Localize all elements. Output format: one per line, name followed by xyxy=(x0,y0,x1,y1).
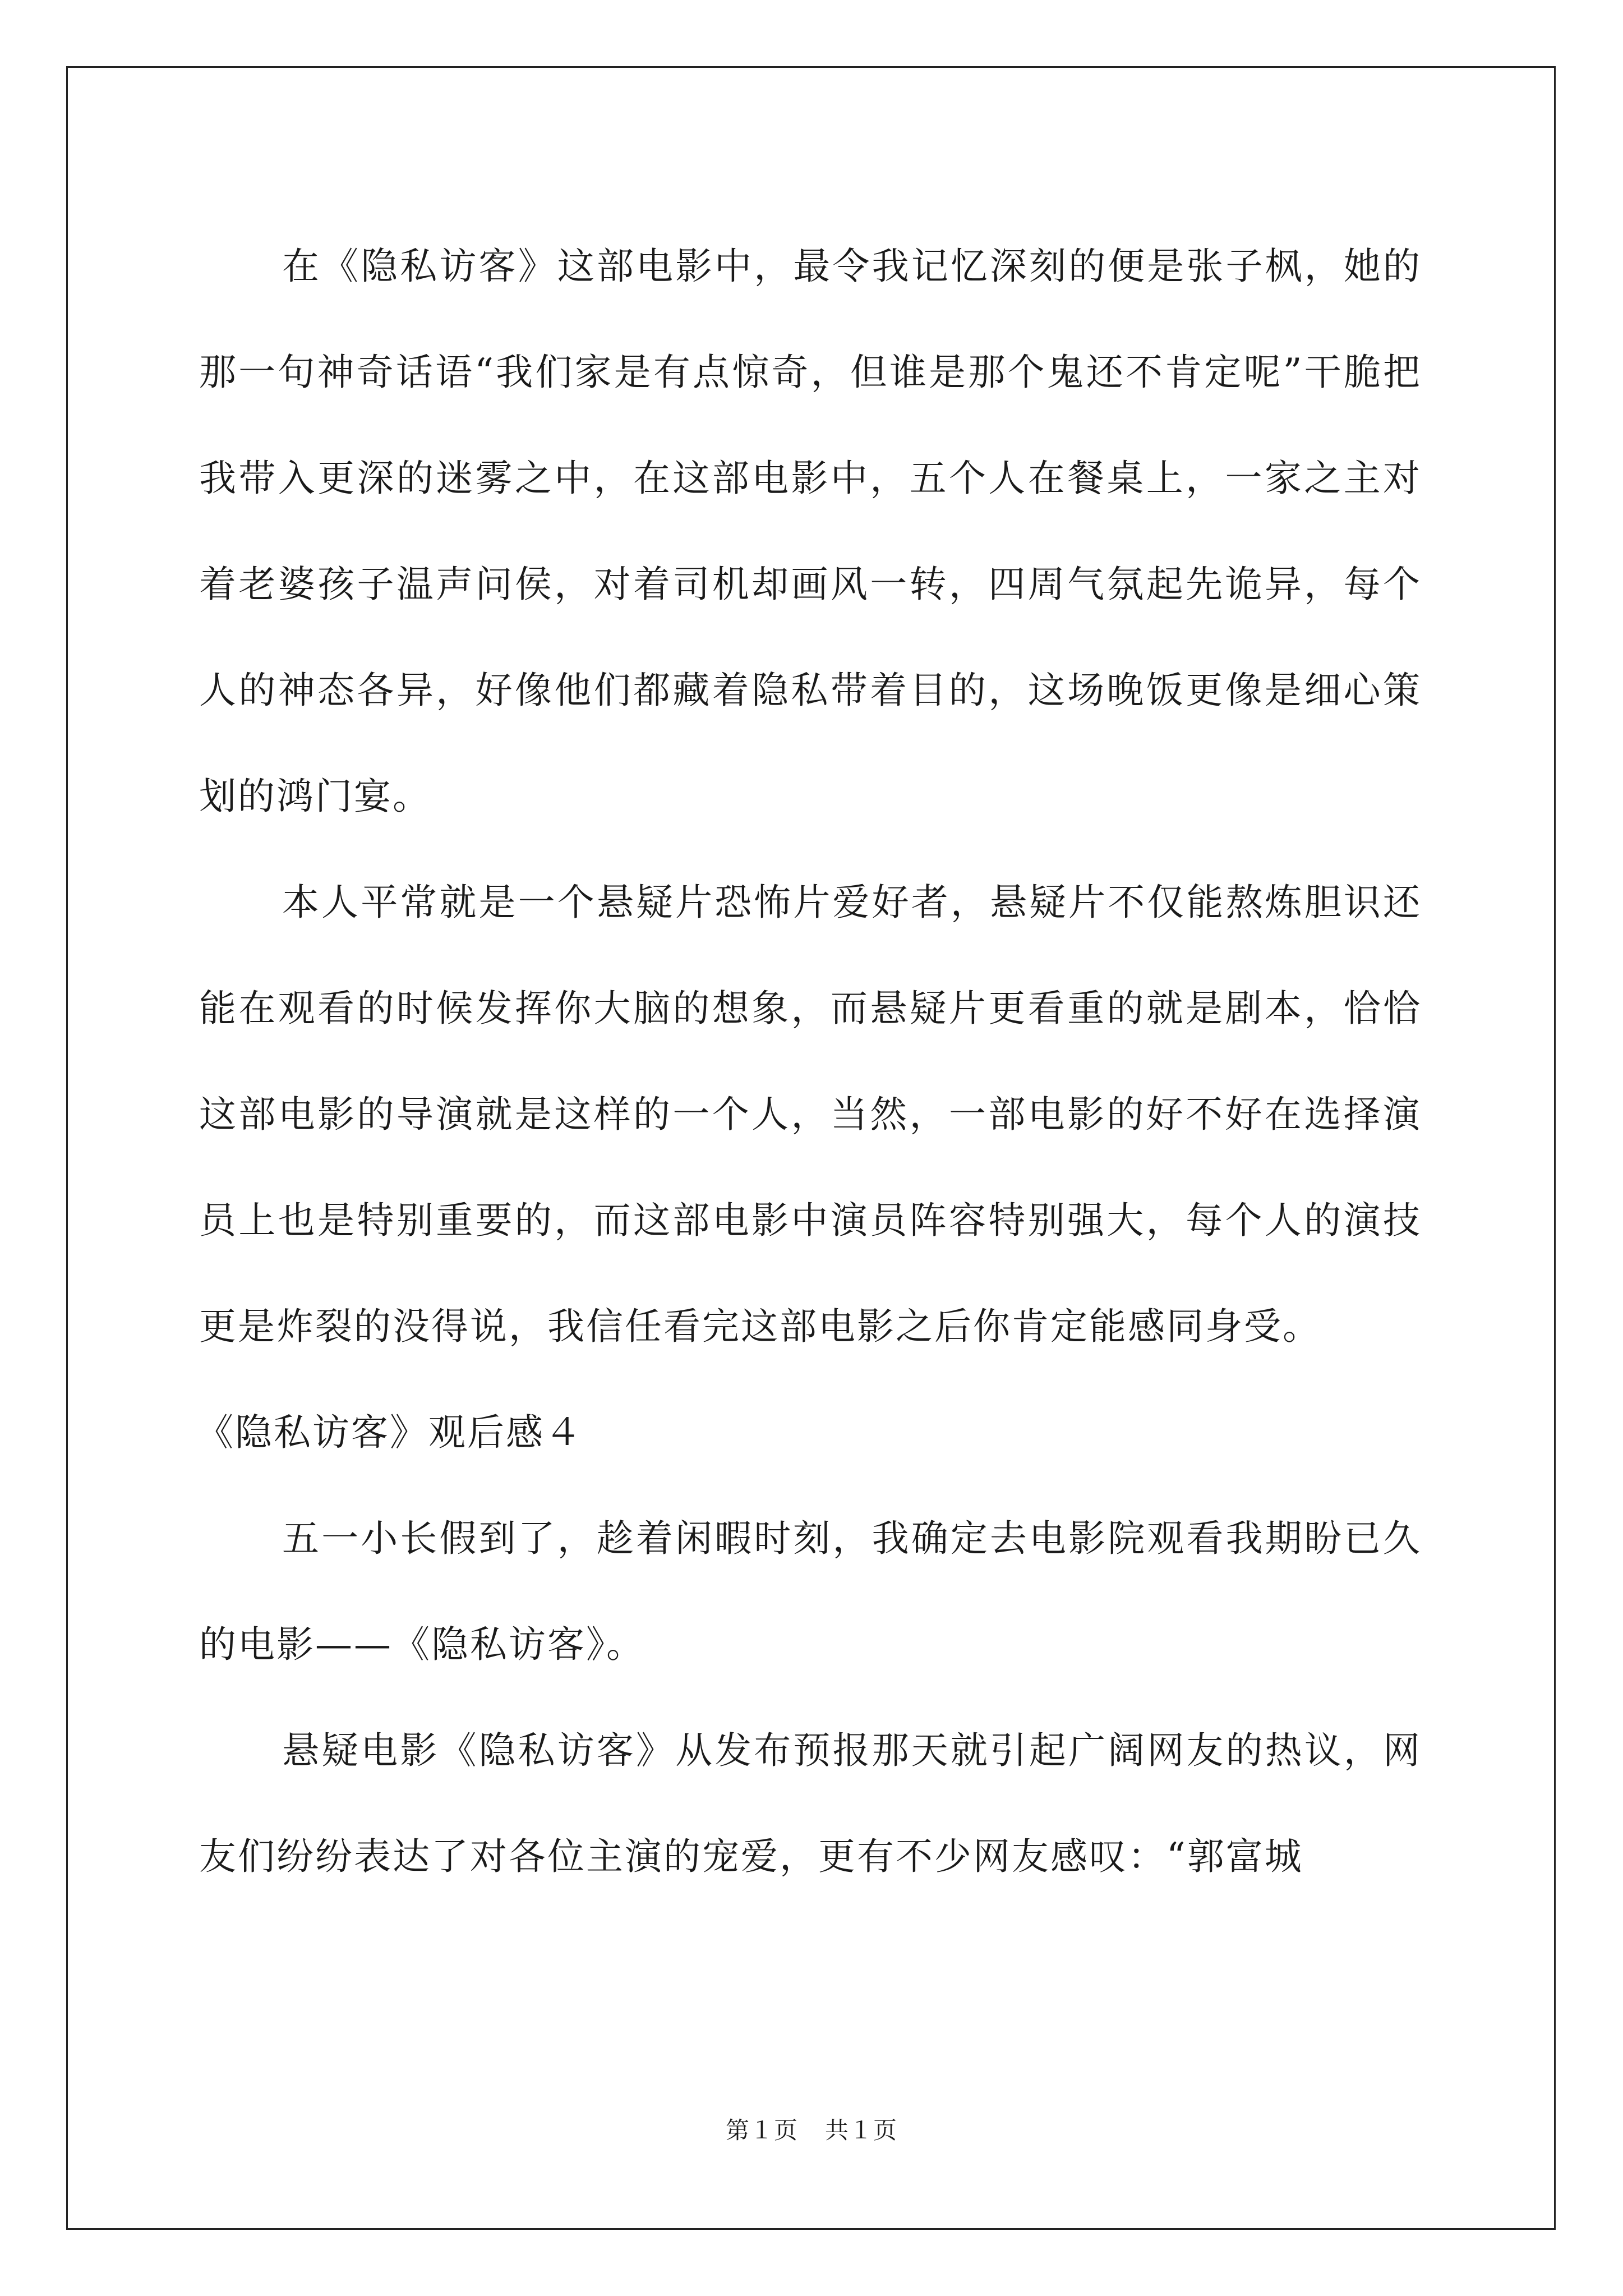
document-body xyxy=(196,213,1422,1910)
paragraph: 本人平常就是一个悬疑片恐怖片爱好者，悬疑片不仅能熬炼胆识还能在观看的时候发挥你大脑的想象，而悬疑片更看重的就是剧本，恰恰这部电影的导演就是这样的一个人，当然，一部电影的好不好在选择演员上也是特别重要的，而这部电影中演员阵容特别强大，每个人的演技更是炸裂的没得说，我信任看完这部电影之后你肯定能感同身受。 xyxy=(199,881,1422,1348)
paragraph: 在《隐私访客》这部电影中，最令我记忆深刻的便是张子枫，她的那一句神奇话语“我们家是有点惊奇，但谁是那个鬼还不肯定呢”干脆把我带入更深的迷雾之中，在这部电影中，五个人在餐桌上，一家之主对着老婆孩子温声问侯，对着司机却画风一转，四周气氛起先诡异，每个人的神态各异，好像他们都藏着隐私带着目的，这场晚饭更像是细心策划的鸿门宴。 xyxy=(199,245,1422,818)
paragraph: 五一小长假到了，趁着闲暇时刻，我确定去电影院观看我期盼已久的电影——《隐私访客》。 xyxy=(199,1517,1422,1666)
section-heading: 《隐私访客》观后感４ xyxy=(196,1411,583,1454)
page-number: 第１页 xyxy=(725,2116,798,2144)
paragraph: 悬疑电影《隐私访客》从发布预报那天就引起广阔网友的热议，网友们纷纷表达了对各位主演的宠爱，更有不少网友感叹：“郭富城 xyxy=(199,1729,1422,1878)
page-footer xyxy=(0,2114,1623,2147)
page-total: 共１页 xyxy=(825,2116,898,2144)
